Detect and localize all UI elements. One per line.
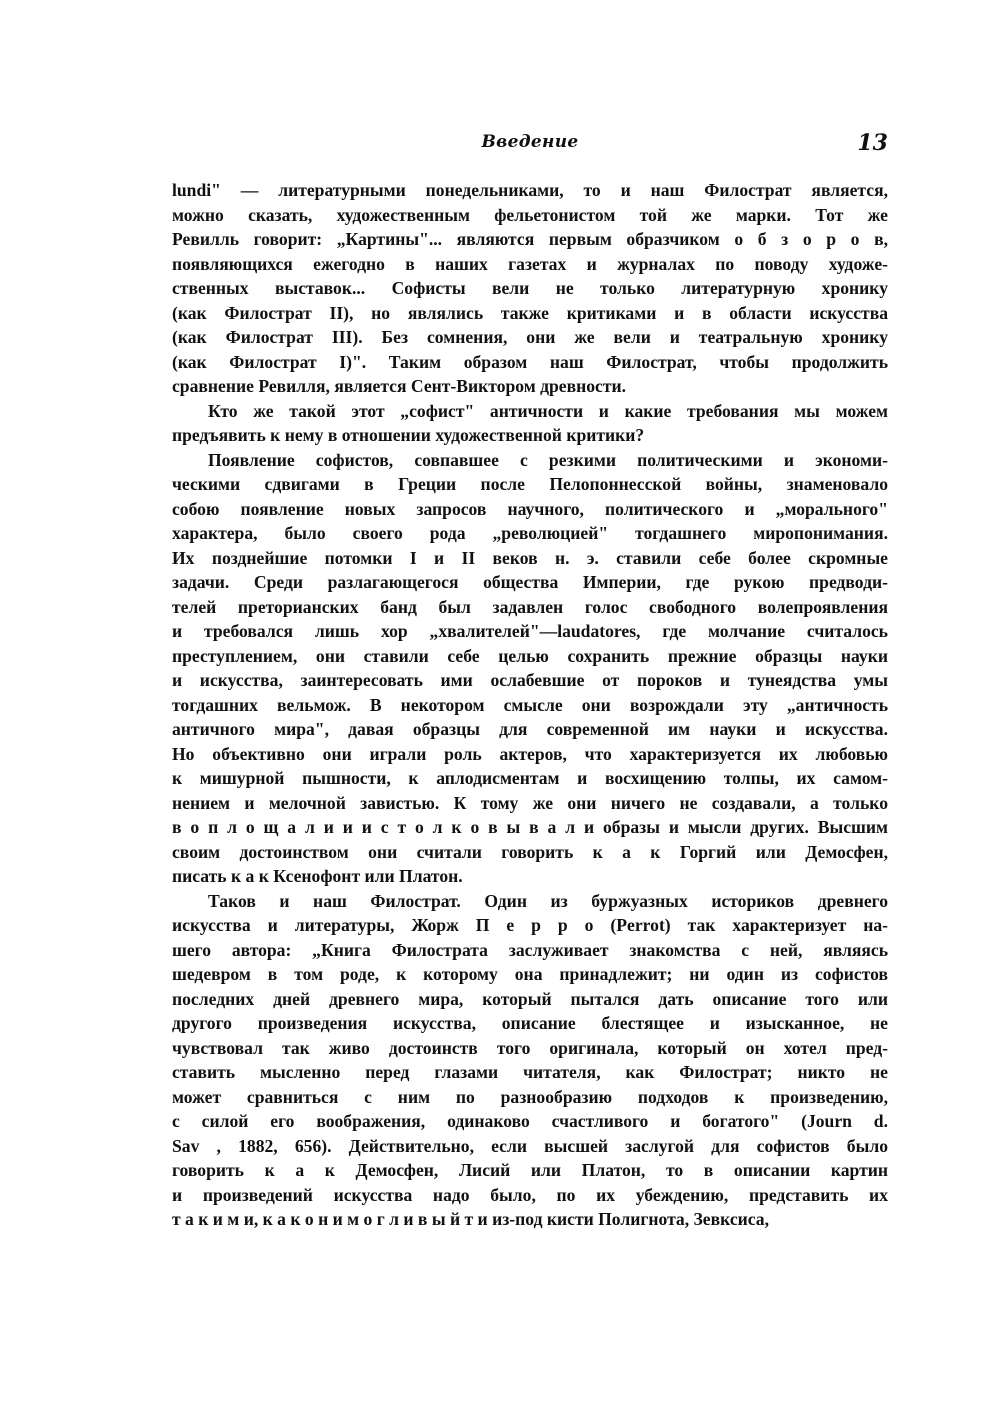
text-line: и требовался лишь хор „хвалителей"—laudatores, где молчание считалось xyxy=(172,621,888,641)
text-line: говорить к а к Демосфен, Лисий или Платон, то в описании картин xyxy=(172,1160,888,1180)
text-line: lundi" — литературными понедельниками, то и наш Филострат является, xyxy=(172,180,888,200)
text-line: шего автора: „Книга Филострата заслуживает знакомства с ней, являясь xyxy=(172,939,888,960)
paragraph xyxy=(172,399,888,448)
text-line: другого произведения искусства, описание блестящее и изысканное, не xyxy=(172,1013,888,1033)
text-line: и искусства, заинтересовать ими ослабевшие от пороков и тунеядства умы xyxy=(172,670,888,690)
text-line: в о п л о щ а л и и и с т о л к о в ы в а л и образы и мысли других. Высшим xyxy=(172,817,888,837)
text-line: предъявить к нему в отношении художественной критики? xyxy=(172,425,645,445)
text-line: своим достоинством они считали говорить к а к Горгий или Демосфен, xyxy=(172,841,888,862)
text-line: тогдашних вельмож. В некотором смысле они возрождали эту „античность xyxy=(172,694,888,715)
text-line: может сравниться с ним по разнообразию подходов к произведению, xyxy=(172,1086,888,1107)
body-text xyxy=(172,178,888,1232)
text-line: собою появление новых запросов научного, политического и „морального" xyxy=(172,498,888,519)
text-line: с силой его воображения, одинаково счастливого и богатого" (Journ d. xyxy=(172,1111,888,1131)
text-line: Ревилль говорит: „Картины"... являются первым образчиком о б з о р о в, xyxy=(172,229,888,249)
text-line: (как Филострат I)". Таким образом наш Филострат, чтобы продолжить xyxy=(172,351,888,372)
paragraph xyxy=(172,889,888,1232)
text-line: к мишурной пышности, к аплодисментам и восхищению толпы, их самом- xyxy=(172,768,888,788)
text-line: (как Филострат II), но являлись также критиками и в области искусства xyxy=(172,302,888,323)
page-number: 13 xyxy=(857,130,888,156)
text-line: т а к и м и, к а к о н и м о г л и в ы й т и из-под кисти Полигнота, Зевксиса, xyxy=(172,1209,769,1229)
text-line: античного мира", давая образцы для современной им науки и искусства. xyxy=(172,719,888,739)
text-line: ческими сдвигами в Греции после Пелопоннесской войны, знаменовало xyxy=(172,474,888,494)
text-line: искусства и литературы, Жорж П е р р о (Perrot) так характеризует на- xyxy=(172,915,888,935)
text-line: преступлением, они ставили себе целью сохранить прежние образцы науки xyxy=(172,645,888,666)
text-line: телей преторианских банд был задавлен голос свободного волепроявления xyxy=(172,596,888,617)
text-line: ставить мысленно перед глазами читателя, как Филострат; никто не xyxy=(172,1062,888,1082)
text-line: чувствовал так живо достоинств того оригинала, который он хотел пред- xyxy=(172,1037,888,1058)
text-line: ственных выставок... Софисты вели не только литературную хронику xyxy=(172,278,888,298)
text-line: и произведений искусства надо было, по их убеждению, представить их xyxy=(172,1184,888,1205)
text-line: Появление софистов, совпавшее с резкими политическими и экономи- xyxy=(208,449,888,470)
text-line: Таков и наш Филострат. Один из буржуазных историков древнего xyxy=(208,890,888,911)
running-title: Введение xyxy=(481,132,579,152)
text-line: Их позднейшие потомки I и II веков н. э. ставили себе более скромные xyxy=(172,547,888,568)
text-line: можно сказать, художественным фельетонистом той же марки. Тот же xyxy=(172,204,888,225)
text-line: появляющихся ежегодно в наших газетах и журналах по поводу художе- xyxy=(172,253,888,274)
text-line: Но объективно они играли роль актеров, что характеризуется их любовью xyxy=(172,743,888,764)
paragraph xyxy=(172,448,888,889)
text-line: писать к а к Ксенофонт или Платон. xyxy=(172,866,463,886)
text-line: последних дней древнего мира, который пытался дать описание того или xyxy=(172,988,888,1009)
text-line: характера, было своего рода „революцией" тогдашнего миропонимания. xyxy=(172,523,888,543)
text-line: (как Филострат III). Без сомнения, они же вели и театральную хронику xyxy=(172,327,888,347)
page-header xyxy=(172,132,888,158)
text-line: шедевром в том роде, к которому она принадлежит; ни один из софистов xyxy=(172,964,888,984)
text-line: сравнение Ревилля, является Сент-Виктором древности. xyxy=(172,376,627,396)
text-line: Кто же такой этот „софист" античности и какие требования мы можем xyxy=(208,400,888,421)
text-line: нением и мелочной завистью. К тому же они ничего не создавали, а только xyxy=(172,792,888,813)
text-line: Sav , 1882, 656). Действительно, если высшей заслугой для софистов было xyxy=(172,1135,888,1156)
paragraph xyxy=(172,178,888,399)
text-line: задачи. Среди разлагающегося общества Империи, где рукою предводи- xyxy=(172,572,888,592)
